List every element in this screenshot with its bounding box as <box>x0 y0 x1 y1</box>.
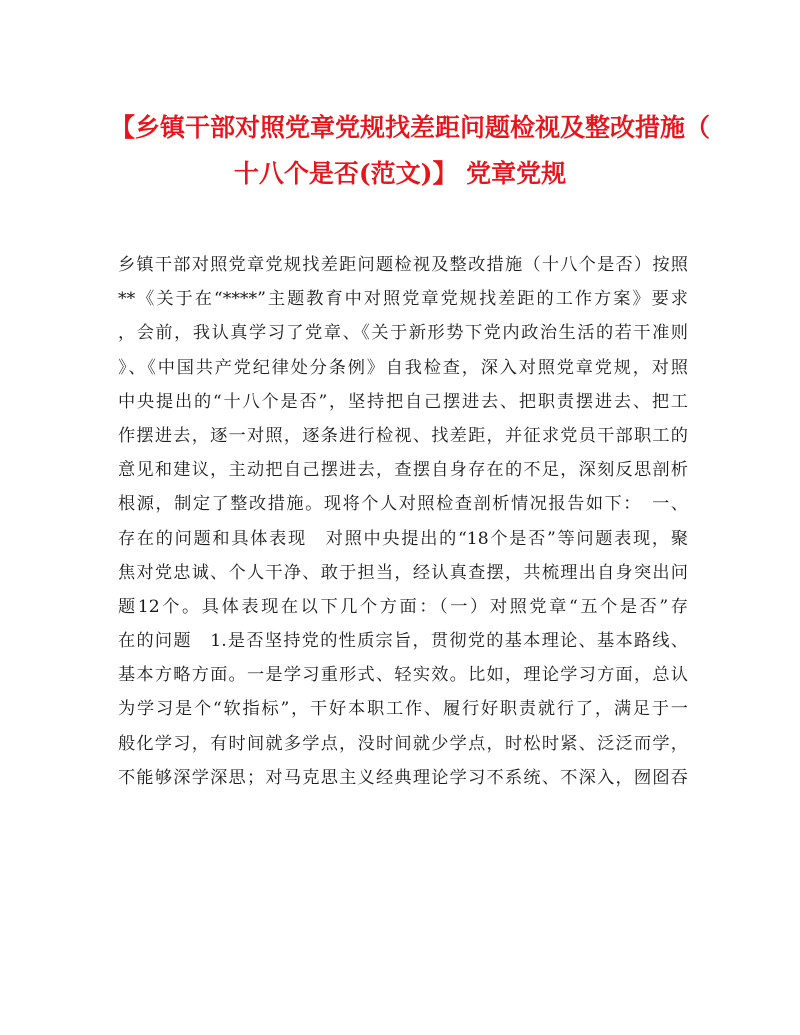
body-line: 为学习是个“软指标”，干好本职工作、履行好职责就行了，满足于一 <box>118 699 688 720</box>
body-line: 般化学习，有时间就多学点，没时间就少学点，时松时紧、泛泛而学， <box>118 733 688 754</box>
document-title-line-2: 十八个是否(范文)】 党章党规 <box>233 159 567 188</box>
body-line: **《关于在“****”主题教育中对照党章党规找差距的工作方案》要求 <box>118 289 688 310</box>
body-line: 根源，制定了整改措施。现将个人对照检查剖析情况报告如下： 一、 <box>118 494 688 515</box>
body-line: 焦对党忠诚、个人干净、敢于担当，经认真查摆，共梳理出自身突出问 <box>118 562 688 583</box>
document-title-line-1: 【乡镇干部对照党章党规找差距问题检视及整改措施（ <box>110 113 711 142</box>
body-line: ，会前，我认真学习了党章、《关于新形势下党内政治生活的若干准则 <box>118 323 688 344</box>
body-line: 在的问题 1.是否坚持党的性质宗旨，贯彻党的基本理论、基本路线、 <box>118 631 688 652</box>
body-line: 存在的问题和具体表现 对照中央提出的“18个是否”等问题表现，聚 <box>118 528 688 549</box>
body-line: 》、《中国共产党纪律处分条例》自我检查，深入对照党章党规，对照 <box>118 357 688 378</box>
body-line: 乡镇干部对照党章党规找差距问题检视及整改措施（十八个是否）按照 <box>118 255 688 275</box>
body-line: 题12个。具体表现在以下几个方面：（一）对照党章“五个是否”存 <box>118 596 688 617</box>
body-line: 不能够深学深思；对马克思主义经典理论学习不系统、不深入，囫囵吞 <box>118 767 688 788</box>
body-line: 基本方略方面。一是学习重形式、轻实效。比如，理论学习方面，总认 <box>118 665 688 686</box>
document-body <box>118 248 688 795</box>
body-line: 中央提出的“十八个是否”，坚持把自己摆进去、把职责摆进去、把工 <box>118 391 688 412</box>
body-line: 意见和建议，主动把自己摆进去，查摆自身存在的不足，深刻反思剖析 <box>118 460 688 481</box>
body-line: 作摆进去，逐一对照，逐条进行检视、找差距，并征求党员干部职工的 <box>118 425 688 446</box>
